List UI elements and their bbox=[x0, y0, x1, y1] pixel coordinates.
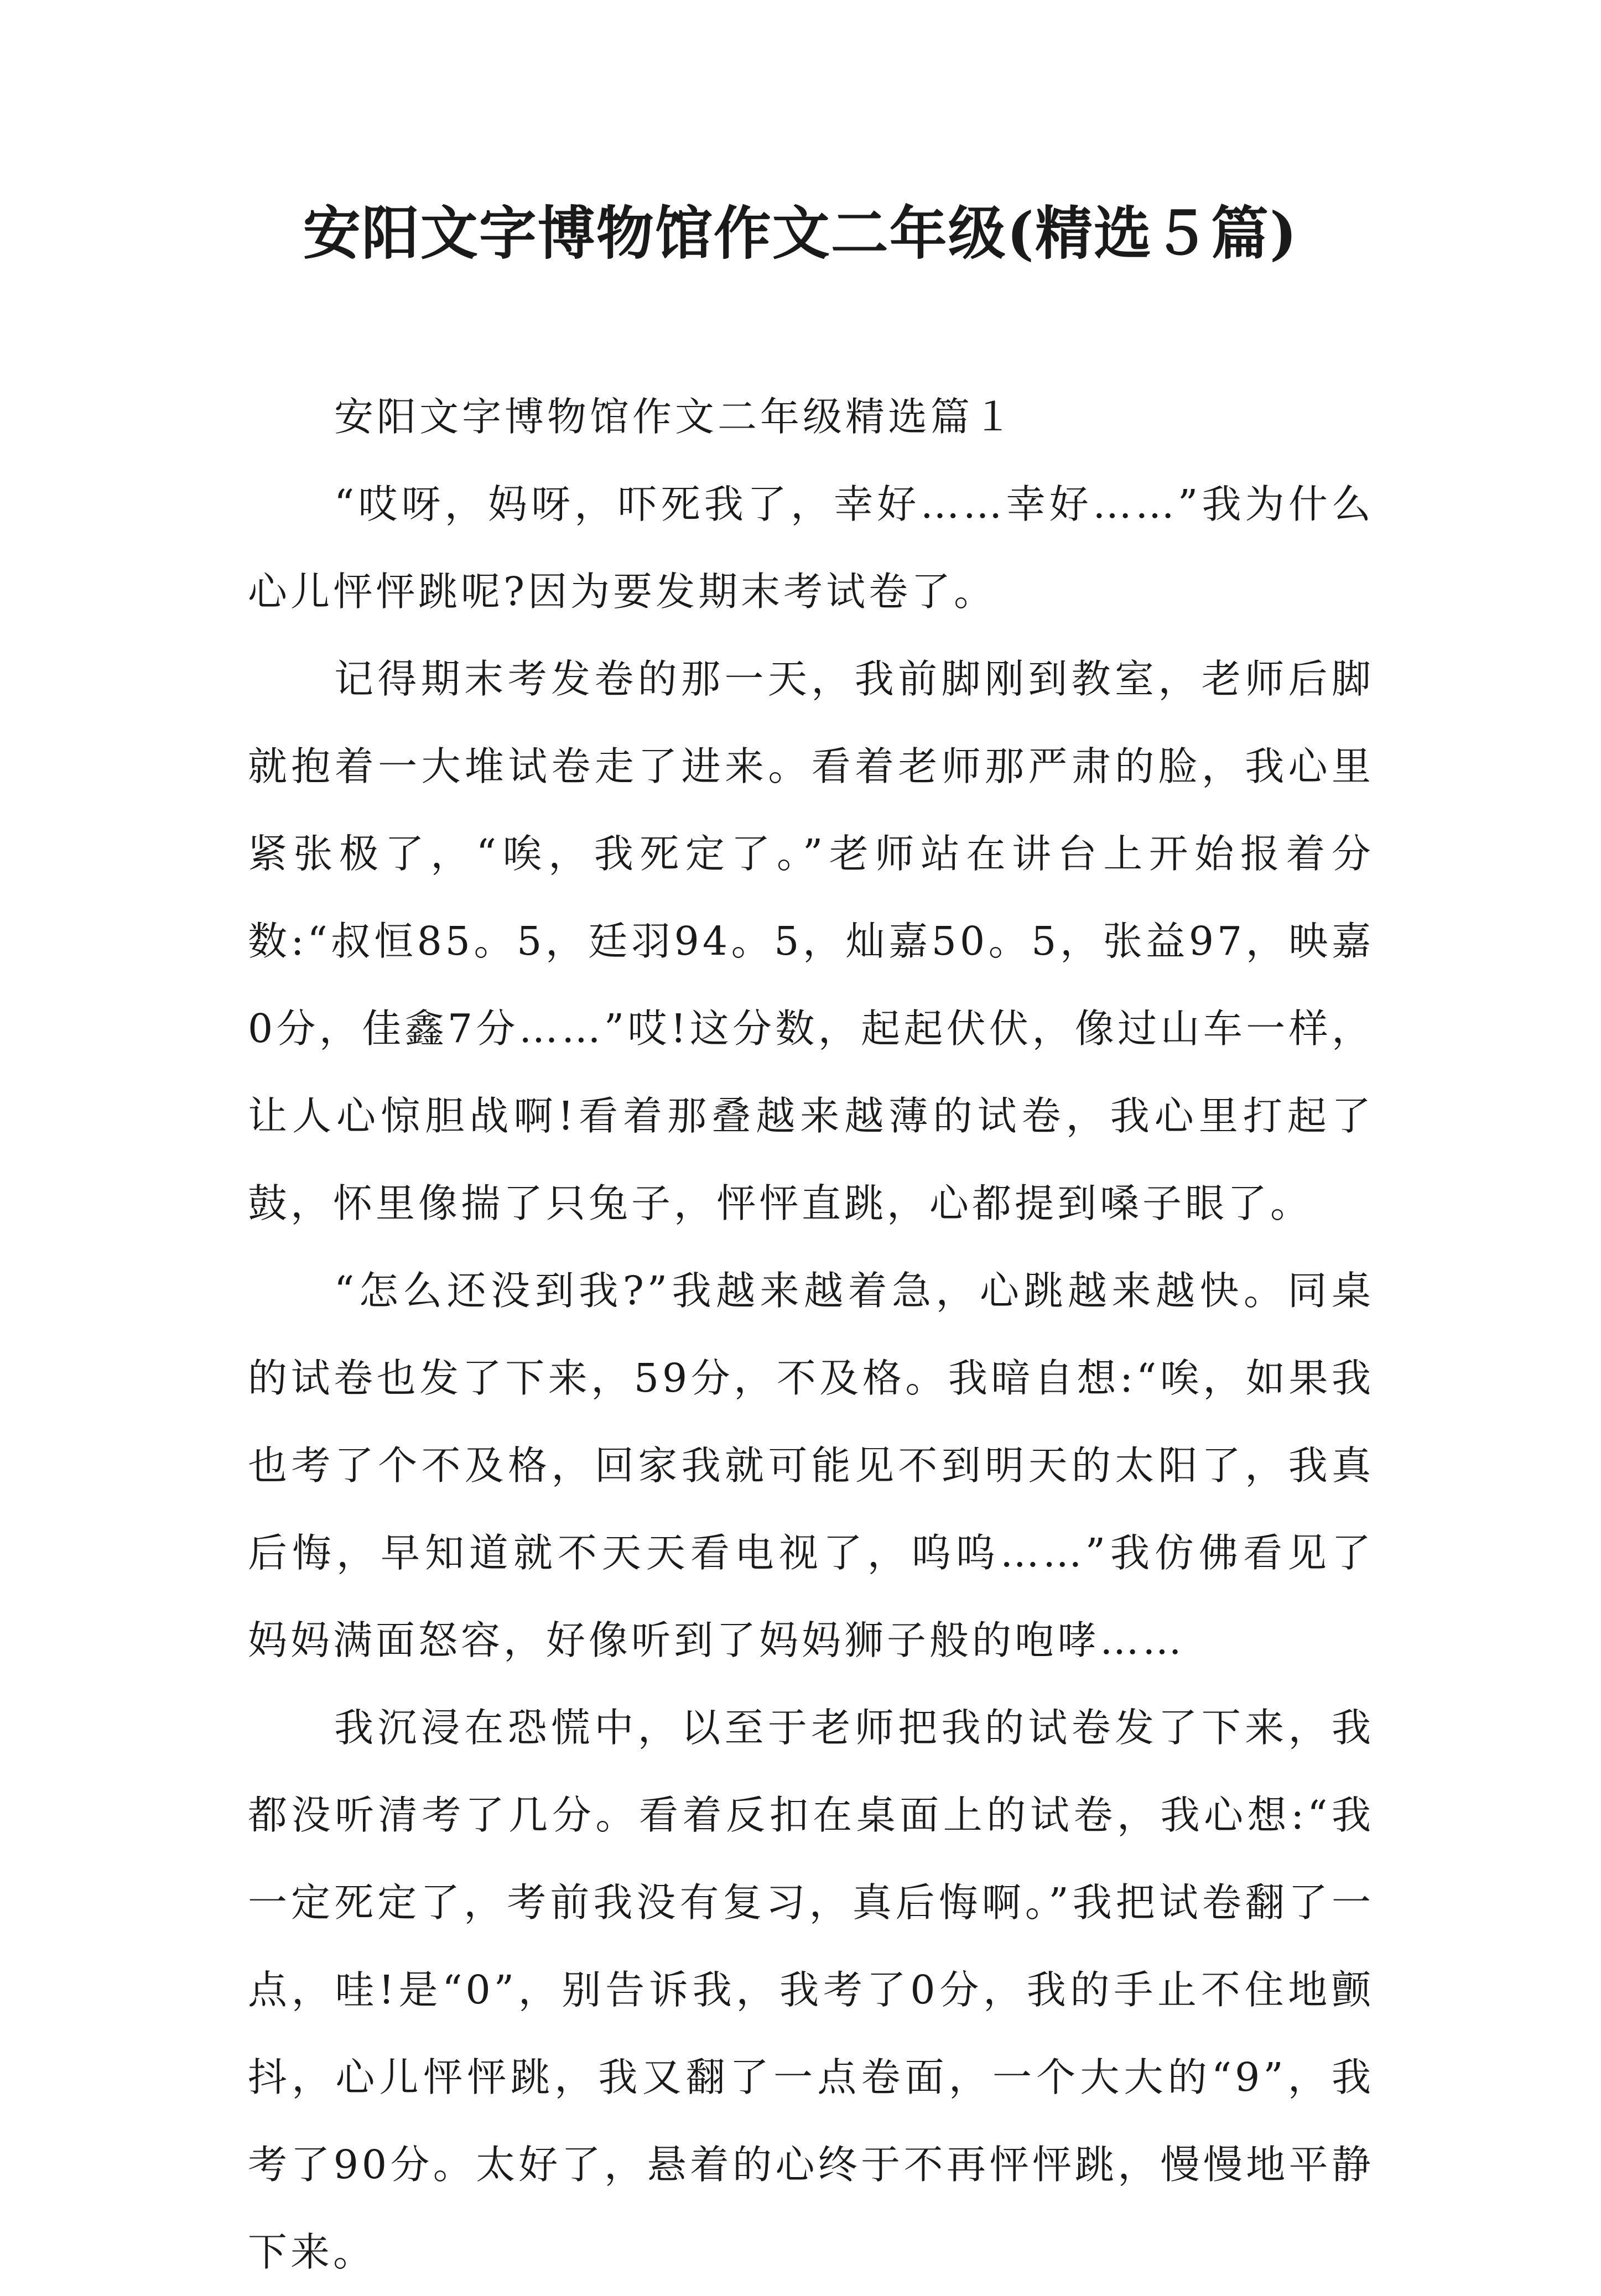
paragraph: 我沉浸在恐慌中，以至于老师把我的试卷发了下来，我都没听清考了几分。看着反扣在桌面上的试卷，我心想:“我一定死定了，考前我没有复习，真后悔啊。”我把试卷翻了一点，哇!是“0”，别告诉我，我考了0分，我的手止不住地颤抖，心儿怦怦跳，我又翻了一点卷面，一个大大的“9”，我考了90分。太好了，悬着的心终于不再怦怦跳，慢慢地平静下来。 bbox=[248, 1705, 1374, 2275]
paragraph: “哎呀，妈呀，吓死我了，幸好……幸好……”我为什么心儿怦怦跳呢?因为要发期末考试卷了。 bbox=[248, 481, 1374, 615]
document-body bbox=[248, 373, 1374, 2296]
paragraph: 记得期末考发卷的那一天，我前脚刚到教室，老师后脚就抱着一大堆试卷走了进来。看着老师那严肃的脸，我心里紧张极了，“唉，我死定了。”老师站在讲台上开始报着分数:“叔恒85。5，廷羽94。5，灿嘉50。5，张益97，映嘉0分，佳鑫7分……”哎!这分数，起起伏伏，像过山车一样，让人心惊胆战啊!看着那叠越来越薄的试卷，我心里打起了鼓，怀里像揣了只兔子，怦怦直跳，心都提到嗓子眼了。 bbox=[248, 656, 1374, 1226]
paragraph: “怎么还没到我?”我越来越着急，心跳越来越快。同桌的试卷也发了下来，59分，不及格。我暗自想:“唉，如果我也考了个不及格，回家我就可能见不到明天的太阳了，我真后悔，早知道就不天天看电视了，呜呜……”我仿佛看见了妈妈满面怒容，好像听到了妈妈狮子般的咆哮…… bbox=[248, 1268, 1374, 1663]
section-heading: 安阳文字博物馆作文二年级精选篇１ bbox=[334, 394, 1016, 440]
document-title: 安阳文字博物馆作文二年级(精选５篇) bbox=[303, 199, 1298, 267]
